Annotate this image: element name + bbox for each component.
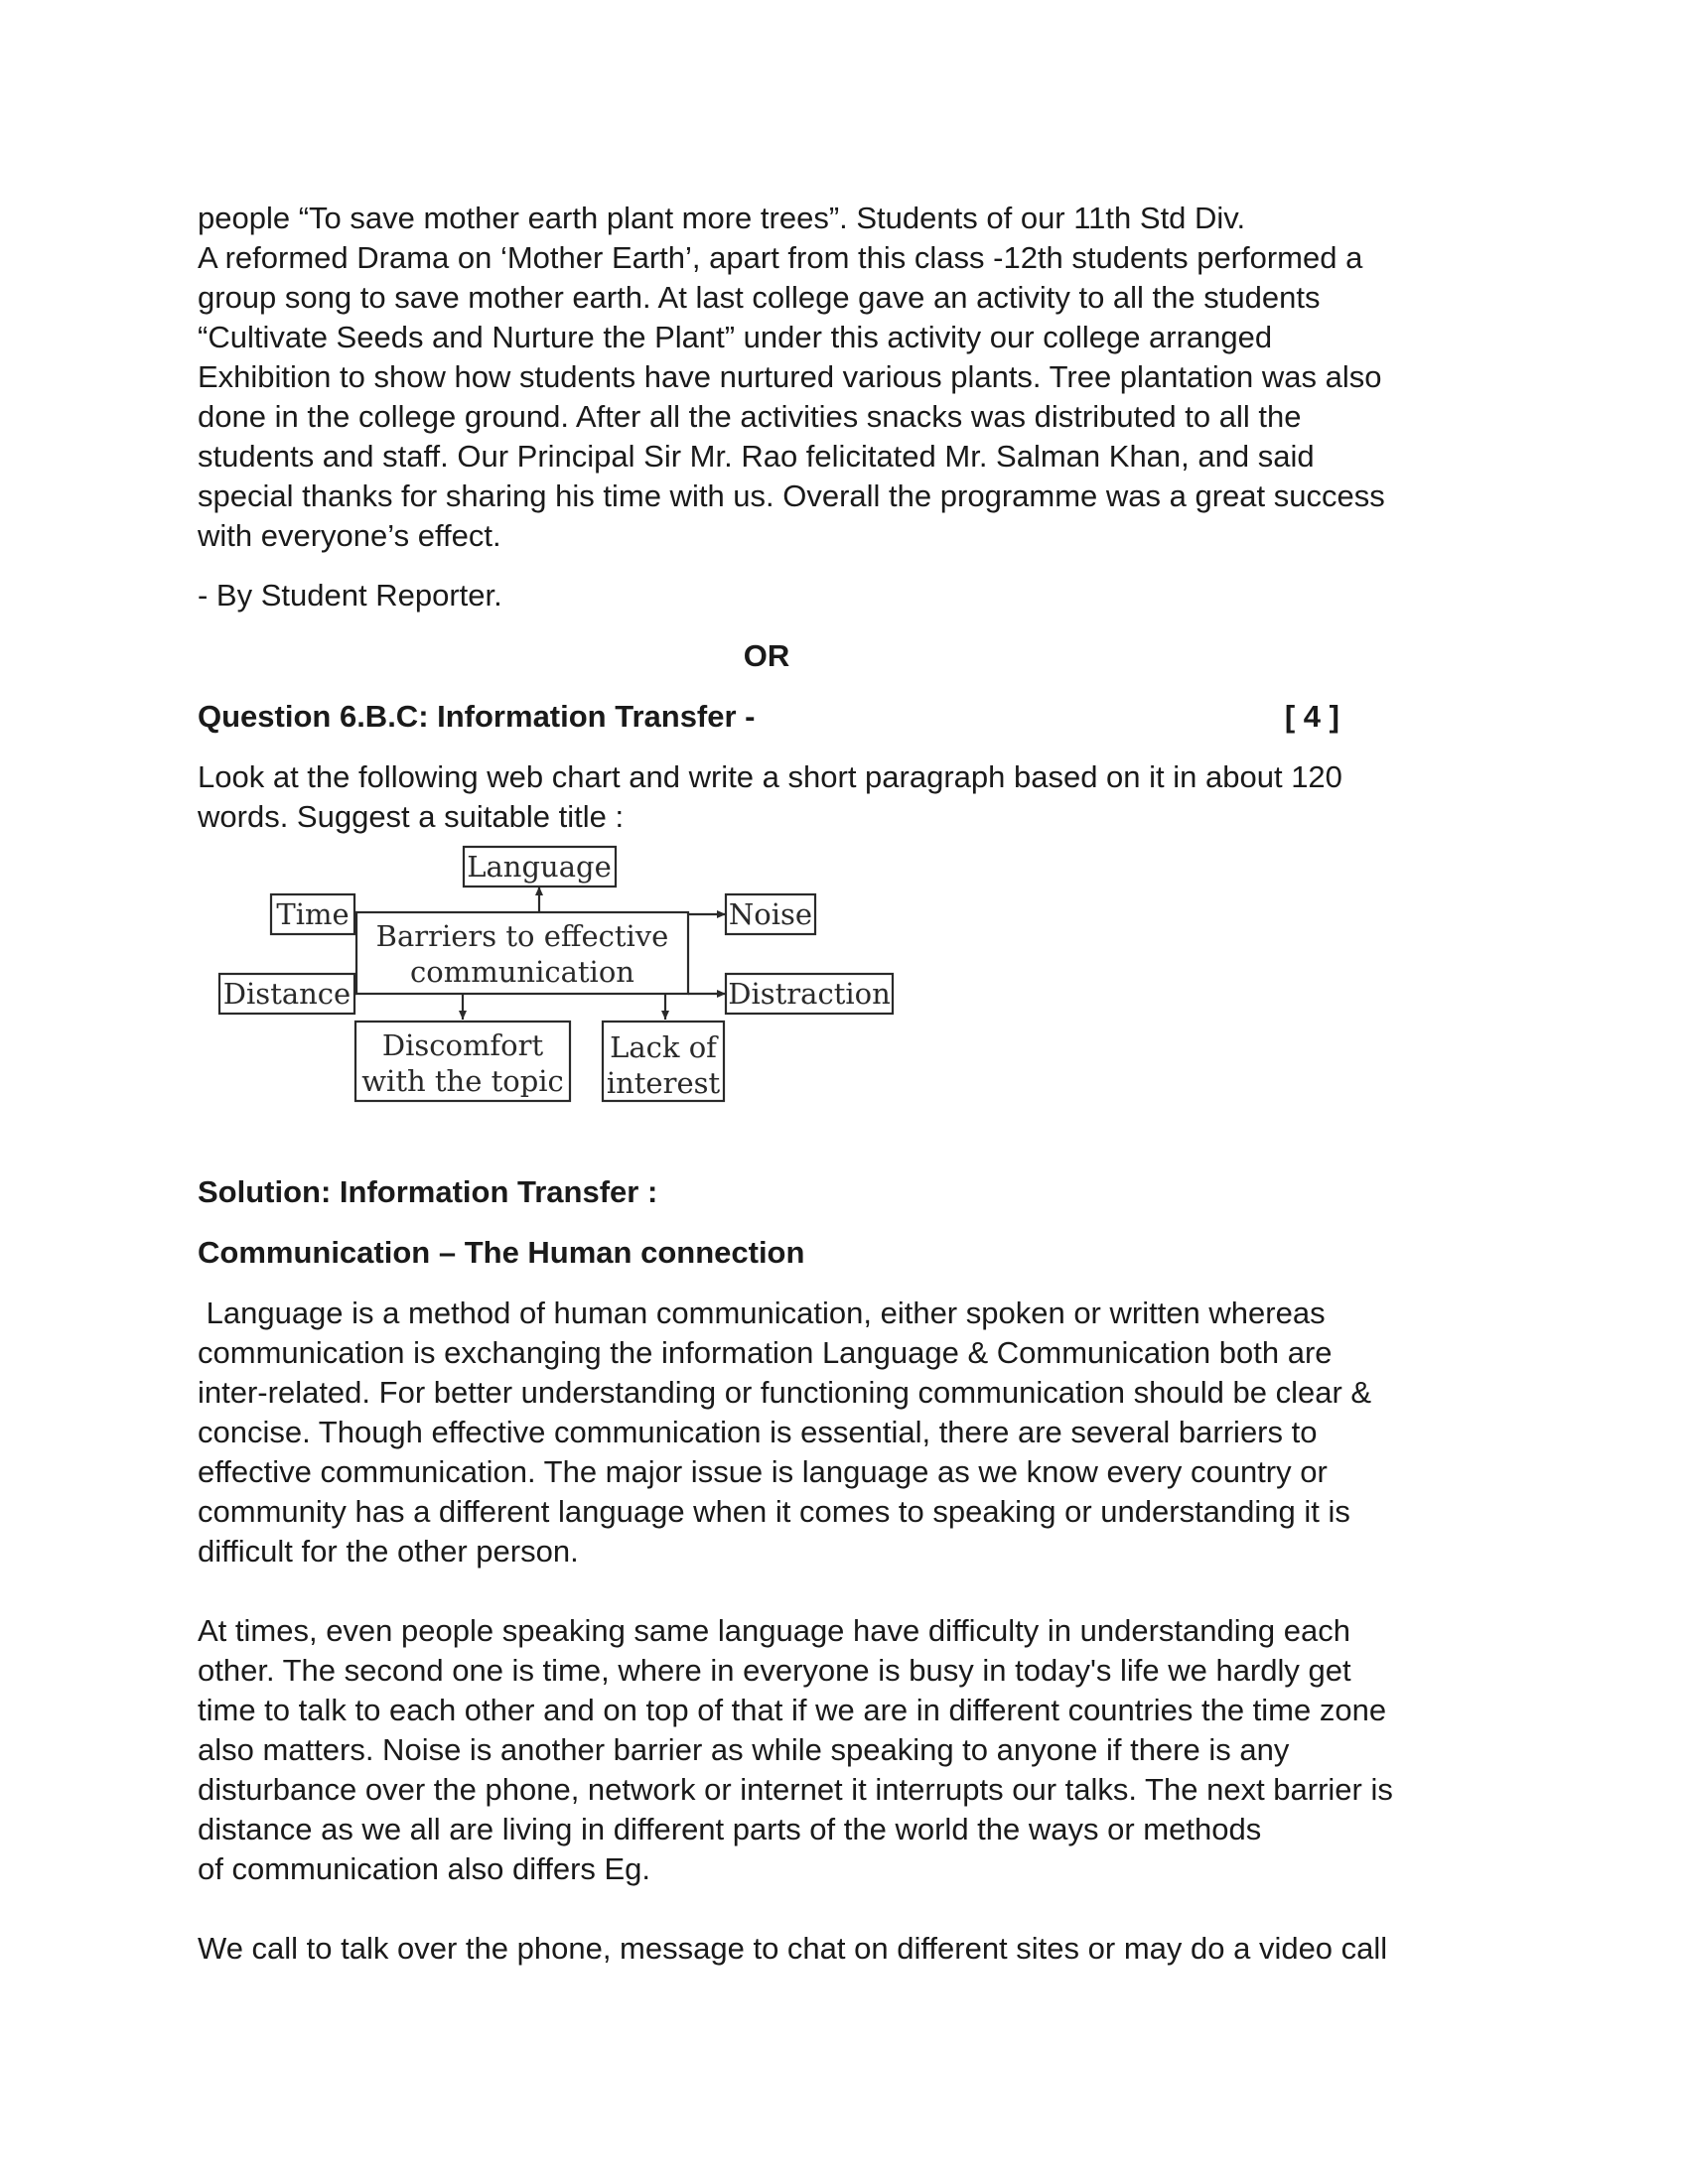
center-label-line1: Barriers to effective — [375, 919, 669, 953]
text-line: Language is a method of human communication, either spoken or written whereas — [198, 1296, 1326, 1330]
text-line: words. Suggest a suitable title : — [198, 799, 625, 834]
noise-label: Noise — [728, 897, 813, 931]
text-line: communication is exchanging the information Language & Communication both are — [198, 1335, 1333, 1370]
solution-heading: Solution: Information Transfer : — [198, 1174, 658, 1209]
text-line: students and staff. Our Principal Sir Mr. Rao felicitated Mr. Salman Khan, and said — [198, 439, 1315, 474]
text-line: community has a different language when it comes to speaking or understanding it is — [198, 1494, 1350, 1529]
time-label: Time — [276, 897, 350, 931]
document-page — [198, 199, 1508, 1969]
solution-paragraph-3 — [198, 1929, 1508, 1969]
center-label-line2: communication — [410, 955, 634, 989]
text-line: effective communication. The major issue is language as we know every country or — [198, 1454, 1328, 1489]
distraction-label: Distraction — [728, 977, 891, 1011]
text-line: disturbance over the phone, network or internet it interrupts our talks. The next barrier is — [198, 1772, 1393, 1807]
discomfort-label-line2: with the topic — [361, 1064, 564, 1098]
lack-of-interest-label-line2: interest — [606, 1066, 721, 1100]
solution-paragraph-2 — [198, 1611, 1508, 1889]
text-line: difficult for the other person. — [198, 1534, 579, 1569]
text-line: with everyone’s effect. — [198, 518, 501, 553]
discomfort-label-line1: Discomfort — [381, 1028, 544, 1062]
text-line: distance as we all are living in different parts of the world the ways or methods — [198, 1812, 1262, 1846]
solution-title: Communication – The Human connection — [198, 1235, 805, 1270]
reporter-signature: - By Student Reporter. — [198, 578, 502, 613]
text-line: inter-related. For better understanding or functioning communication should be clear & — [198, 1375, 1372, 1410]
text-line: time to talk to each other and on top of that if we are in different countries the time zone — [198, 1693, 1387, 1727]
question-marks: [ 4 ] — [1284, 699, 1339, 734]
question-text — [198, 757, 1508, 837]
question-title: Question 6.B.C: Information Transfer - — [198, 699, 756, 734]
text-line: concise. Though effective communication is essential, there are several barriers to — [198, 1415, 1318, 1449]
text-line: group song to save mother earth. At last college gave an activity to all the students — [198, 280, 1321, 315]
or-separator: OR — [743, 638, 790, 673]
distance-label: Distance — [222, 977, 352, 1011]
text-line: “Cultivate Seeds and Nurture the Plant” under this activity our college arranged — [198, 320, 1273, 354]
text-line: special thanks for sharing his time with us. Overall the programme was a great success — [198, 478, 1385, 513]
question-heading — [198, 697, 1339, 737]
solution-paragraph-1 — [198, 1294, 1508, 1571]
text-line: Exhibition to show how students have nurtured various plants. Tree plantation was also — [198, 359, 1382, 394]
text-line: people “To save mother earth plant more trees”. Students of our 11th Std Div. — [198, 201, 1246, 235]
text-line: of communication also differs Eg. — [198, 1851, 651, 1886]
text-line: other. The second one is time, where in everyone is busy in today's life we hardly get — [198, 1653, 1351, 1688]
text-line: also matters. Noise is another barrier as while speaking to anyone if there is any — [198, 1732, 1290, 1767]
text-line: A reformed Drama on ‘Mother Earth’, apart from this class -12th students performed a — [198, 240, 1363, 275]
web-chart-diagram — [198, 843, 913, 1121]
text-line: We call to talk over the phone, message to chat on different sites or may do a video call — [198, 1931, 1388, 1966]
text-line: At times, even people speaking same language have difficulty in understanding each — [198, 1613, 1350, 1648]
text-line: Look at the following web chart and write a short paragraph based on it in about 120 — [198, 759, 1342, 794]
language-label: Language — [467, 850, 612, 884]
lack-of-interest-label-line1: Lack of — [610, 1030, 717, 1064]
intro-paragraph — [198, 199, 1508, 556]
text-line: done in the college ground. After all the activities snacks was distributed to all the — [198, 399, 1302, 434]
